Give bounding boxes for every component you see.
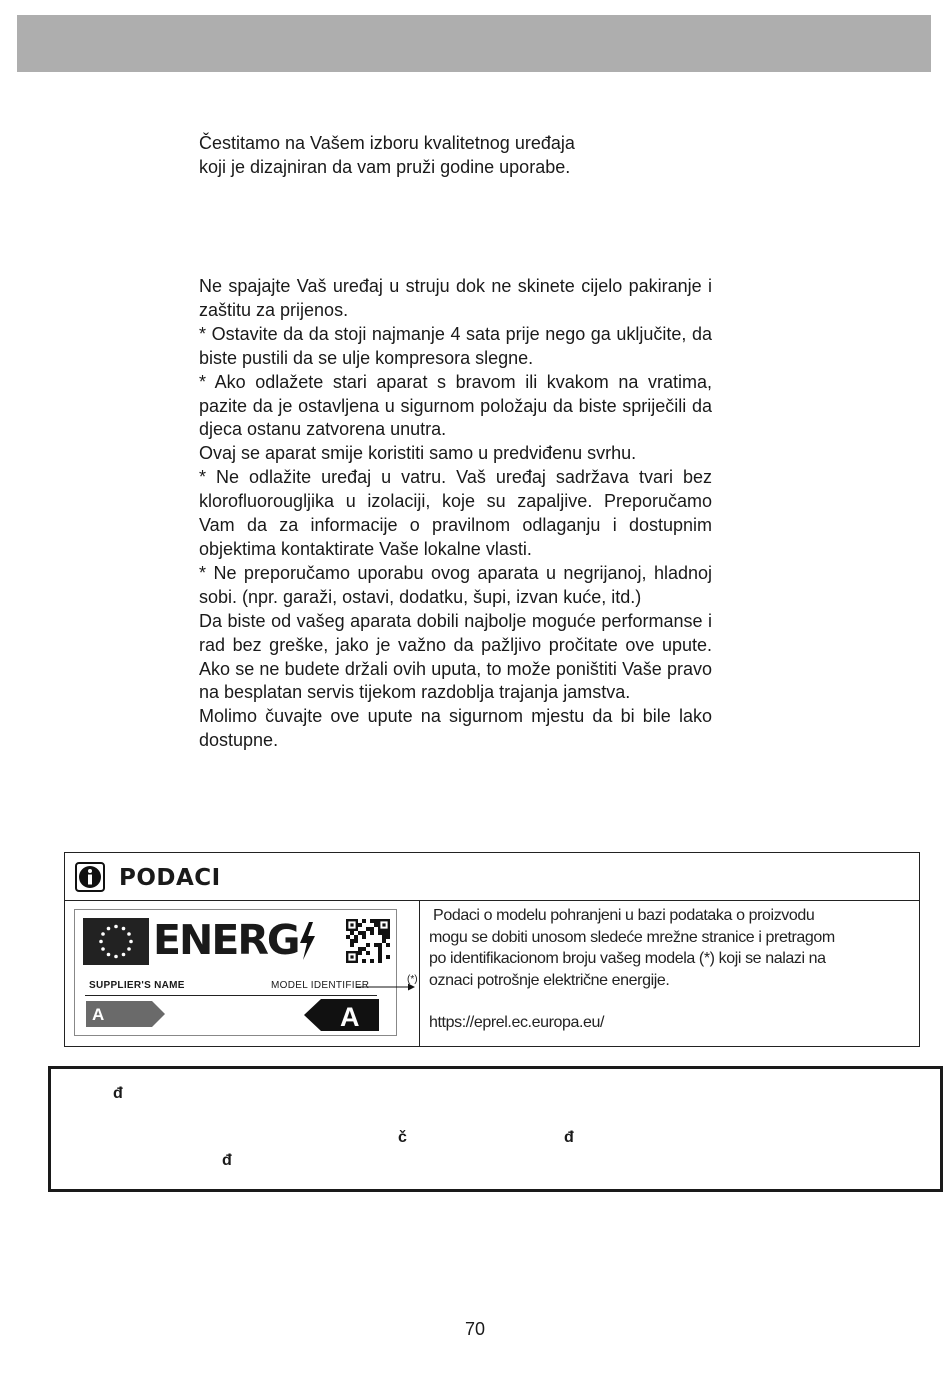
- qr-code-icon: [346, 919, 390, 963]
- energy-class-arrow-left: [86, 1001, 166, 1027]
- intro-line: koji je dizajniran da vam pruži godine uporabe.: [199, 157, 571, 177]
- intro-line: Čestitamo na Vašem izboru kvalitetnog uređaja: [199, 133, 575, 153]
- paragraph: * Ne odlažite uređaj u vatru. Vaš uređaj sadržava tvari bez klorofluorougljika u izolaciji, koje su zapaljive. Preporučamo Vam da za informacije o pravilnom odlaganju i dostupnim objektima kontaktirate Vaše lokalne vlasti.: [199, 467, 712, 559]
- lightning-bolt-icon: [298, 922, 316, 960]
- eprel-link[interactable]: https://eprel.ec.europa.eu/: [429, 1013, 605, 1031]
- energy-class-letter: A: [340, 1002, 360, 1031]
- energy-label-image: [74, 909, 397, 1036]
- energy-class-letter: A: [92, 1005, 105, 1024]
- paragraph: Molimo čuvajte ove upute na sigurnom mjestu da bi bile lako dostupne.: [199, 706, 712, 751]
- notice-box: [48, 1066, 943, 1192]
- info-panel: [64, 852, 920, 1047]
- paragraph: Ovaj se aparat smije koristiti samo u predviđenu svrhu.: [199, 443, 637, 464]
- info-line: po identifikacionom broju vašeg modela (*) koji se nalazi na: [429, 950, 826, 968]
- page-number: 70: [464, 1319, 486, 1339]
- energy-word: ENERG: [153, 916, 299, 964]
- supplier-name-label: SUPPLIER'S NAME: [89, 980, 185, 991]
- text-fragment: đ: [113, 1085, 123, 1102]
- asterisk-mark: (*): [407, 974, 418, 985]
- info-line: oznaci potrošnje električne energije.: [429, 972, 670, 990]
- text-fragment: đ: [564, 1129, 574, 1146]
- info-description: [429, 905, 909, 1034]
- info-icon: [75, 862, 105, 892]
- text-fragment: đ: [222, 1152, 232, 1169]
- paragraph: * Ostavite da da stoji najmanje 4 sata prije nego ga uključite, da biste pustili da se ulje kompresora slegne.: [199, 323, 712, 368]
- info-line: Podaci o modelu pohranjeni u bazi podataka o proizvodu: [429, 907, 815, 924]
- info-panel-header: [65, 853, 919, 901]
- paragraph: * Ne preporučamo uporabu ovog aparata u negrijanoj, hladnoj sobi. (npr. garaži, ostavi, dodatku, šupi, izvan kuće, itd.): [199, 562, 712, 607]
- divider: [419, 900, 420, 1046]
- energy-class-arrow-right: [304, 999, 379, 1031]
- paragraph: Ne spajajte Vaš uređaj u struju dok ne skinete cijelo pakiranje i zaštitu za prijenos.: [199, 276, 712, 320]
- info-title: PODACI: [119, 865, 221, 891]
- header-bar: [17, 15, 931, 72]
- intro-text: [199, 131, 649, 179]
- info-line: mogu se dobiti unosom sledeće mrežne stranice i pretragom: [429, 928, 835, 946]
- label-rule: [85, 995, 377, 996]
- instructions-body: [199, 275, 712, 753]
- text-fragment: č: [398, 1129, 407, 1146]
- eu-flag-icon: [83, 918, 149, 965]
- model-identifier-label: MODEL IDENTIFIER: [271, 980, 370, 991]
- paragraph: Da biste od vašeg aparata dobili najbolje moguće performanse i rad bez greške, jako je važno da pažljivo pročitate ove upute. Ako se ne budete držali ovih uputa, to može poništiti Vaše pravo na besplatan servis tijekom razdoblja trajanja jamstva.: [199, 610, 712, 703]
- paragraph: * Ako odlažete stari aparat s bravom ili kvakom na vratima, pazite da je ostavljena u sigurnom položaju da biste spriječili da djeca ostanu zatvorena unutra.: [199, 371, 712, 440]
